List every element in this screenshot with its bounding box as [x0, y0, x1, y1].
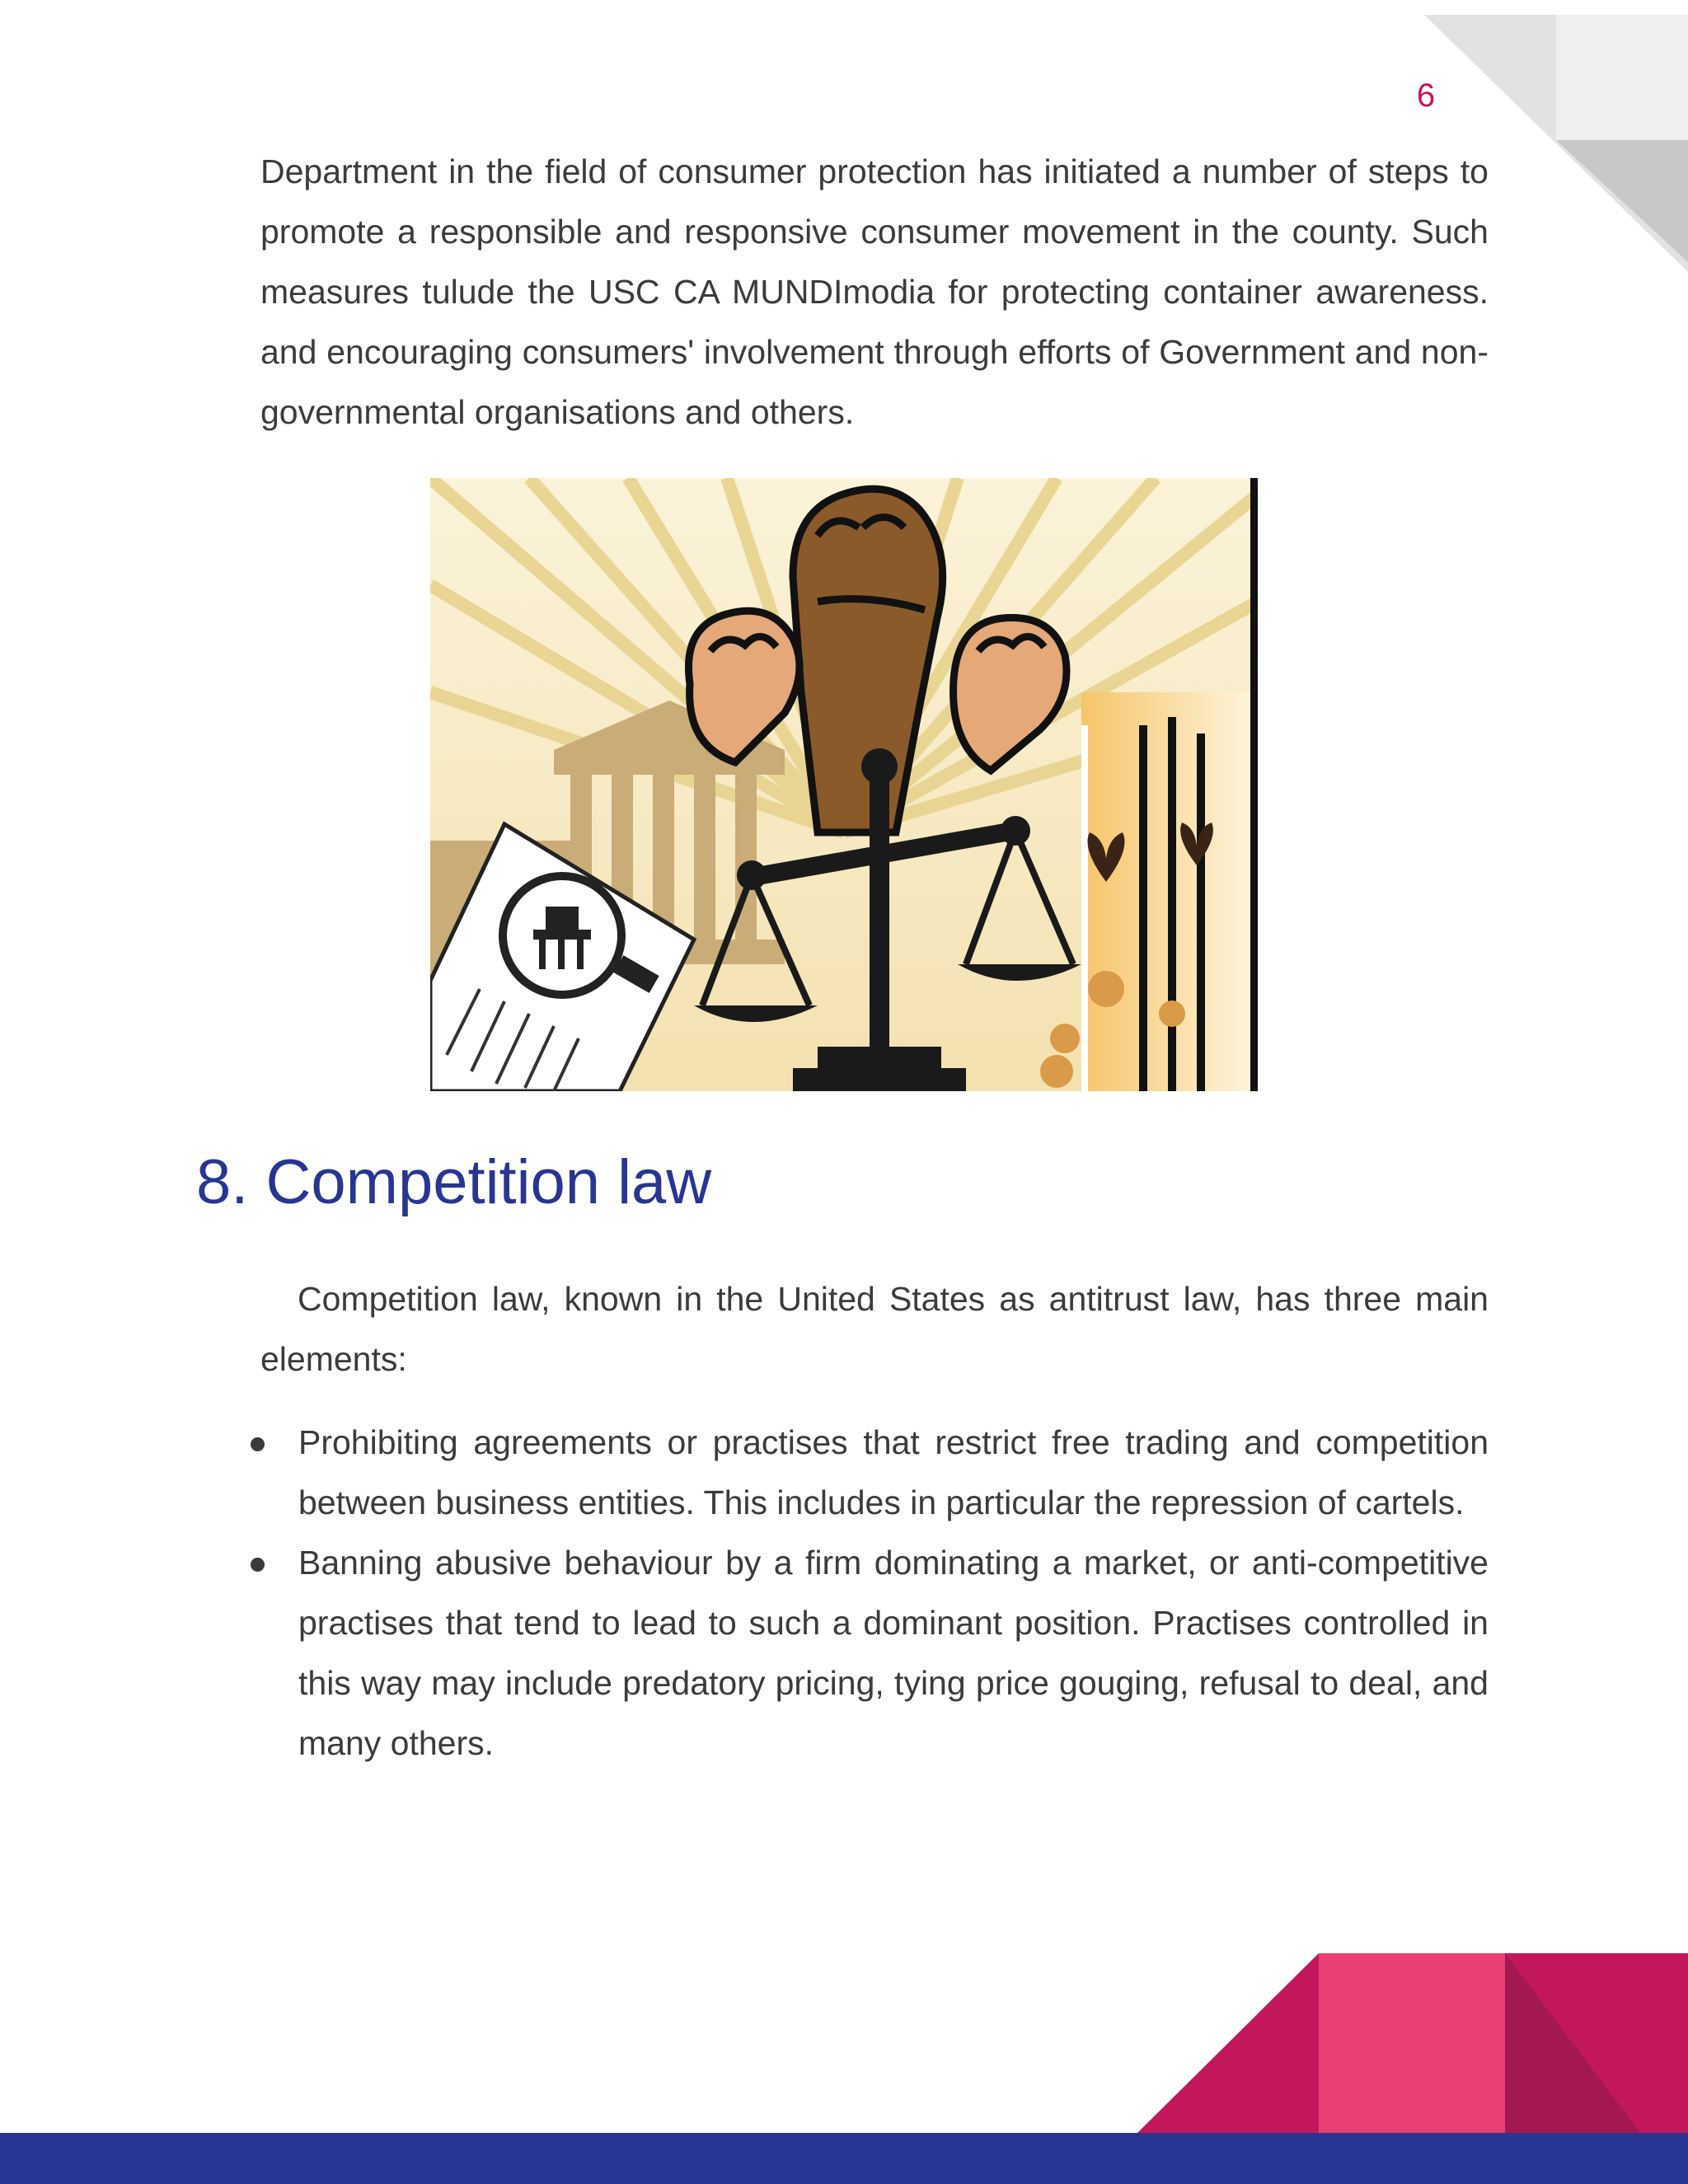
bullet-dot-icon: [251, 1437, 265, 1451]
bullet-dot-icon: [251, 1558, 265, 1572]
competition-paragraph: Competition law, known in the United States as antitrust law, has three main elements:: [260, 1280, 1489, 1378]
intro-paragraph: Department in the field of consumer protection has initiated a number of steps to promote a responsible and responsive consumer movement in the county. Such measures tulude the USC CA MUNDImodia for protecting container awareness. and encouraging consumers' involvement through efforts of Government and non-governmental organisations and others.: [260, 152, 1489, 431]
section-heading: 8. Competition law: [196, 1147, 712, 1217]
list-item-text: Banning abusive behaviour by a firm dominating a market, or anti-competitive practises that tend to lead to such a dominant position. Practises controlled in this way may include predatory pricing, tying price gouging, refusal to deal, and many others.: [298, 1544, 1489, 1762]
footer-bar: [0, 2133, 1688, 2184]
justice-scales-fists-illustration: [430, 478, 1258, 1091]
bullet-list: [247, 1413, 1489, 1774]
page-number: 6: [1416, 77, 1436, 114]
list-item-text: Prohibiting agreements or practises that restrict free trading and competition between business entities. This includes in particular the repression of cartels.: [298, 1423, 1489, 1521]
corner-decoration-bottom: [0, 1953, 1688, 2184]
list-item: [247, 1413, 1489, 1533]
list-item: [247, 1533, 1489, 1774]
